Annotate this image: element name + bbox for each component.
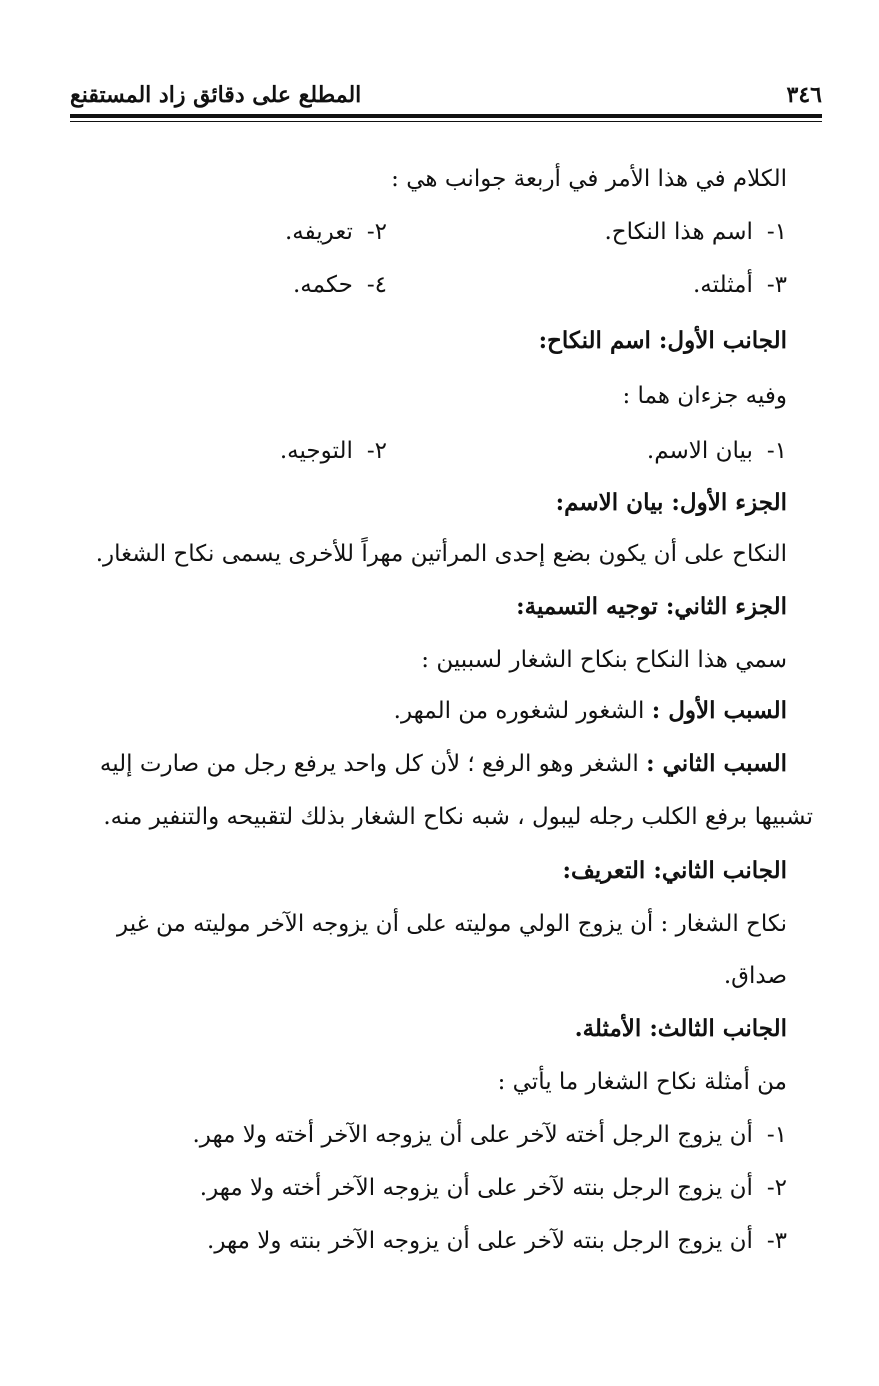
list-item: ٢-تعريفه. [284,219,387,245]
list-item: ٢-التوجيه. [279,438,387,464]
intro-line: الكلام في هذا الأمر في أربعة جوانب هي : [391,166,787,192]
list-item: ١-اسم هذا النكاح. [604,219,787,245]
header-rule-thin [70,121,822,122]
list-item: ٣-أمثلته. [693,272,787,298]
reason1 [70,692,787,730]
list-item: ١-بيان الاسم. [646,438,787,464]
reason2-continuation: تشبيها برفع الكلب رجله ليبول ، شبه نكاح الشغار بذلك لتقبيحه والتنفير منه. [103,804,813,830]
book-title: المطلع على دقائق زاد المستقنع [70,82,362,108]
list-item: ٣-أن يزوج الرجل بنته لآخر على أن يزوجه الآخر بنته ولا مهر. [207,1228,787,1254]
parts-row [87,432,787,470]
definition-line-2: صداق. [723,963,787,989]
part1-heading: الجزء الأول: بيان الاسم: [555,489,787,516]
list-item: ١-أن يزوج الرجل أخته لآخر على أن يزوجه الآخر أخته ولا مهر. [192,1122,787,1148]
section1-intro: وفيه جزءان هما : [622,383,787,409]
part2-heading: الجزء الثاني: توجيه التسمية: [516,593,787,620]
header-rule-thick [70,114,822,118]
reason2-label: السبب الثاني : [646,750,787,777]
reason2-text: الشغر وهو الرفع ؛ لأن كل واحد يرفع رجل من صارت إليه [99,751,639,777]
examples-intro: من أمثلة نكاح الشغار ما يأتي : [497,1069,787,1095]
section-heading-3: الجانب الثالث: الأمثلة. [574,1015,787,1042]
reason2 [70,745,787,783]
running-header [70,78,822,112]
reason1-label: السبب الأول : [651,697,787,724]
section-heading-2: الجانب الثاني: التعريف: [562,857,787,884]
section-heading-1: الجانب الأول: اسم النكاح: [538,327,787,354]
aspects-row-1 [87,213,787,251]
page-number: ٣٤٦ [786,82,822,108]
list-item: ٤-حكمه. [293,272,387,298]
aspects-row-2 [87,266,787,304]
definition-line-1: نكاح الشغار : أن يزوج الولي موليته على أن يزوجه الآخر موليته من غير [117,911,787,937]
reason1-text: الشغور لشغوره من المهر. [393,698,645,724]
list-item: ٢-أن يزوج الرجل بنته لآخر على أن يزوجه الآخر أخته ولا مهر. [199,1175,787,1201]
part2-intro: سمي هذا النكاح بنكاح الشغار لسببين : [421,647,787,673]
part1-text: النكاح على أن يكون بضع إحدى المرأتين مهراً للأخرى يسمى نكاح الشغار. [95,541,787,567]
